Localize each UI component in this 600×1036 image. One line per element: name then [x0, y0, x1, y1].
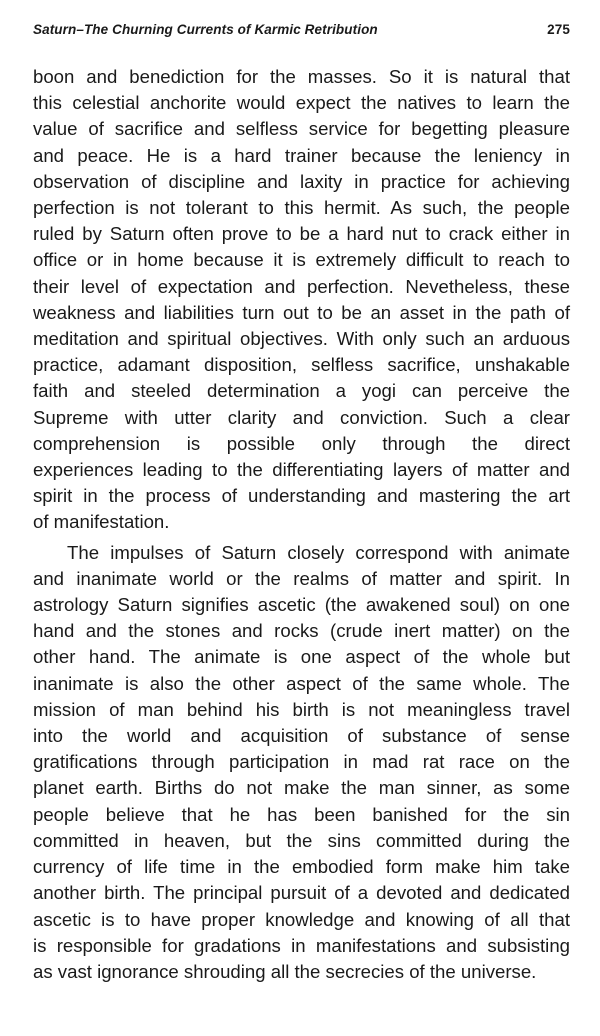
text-line: is responsible for gradations in manifestations and subsisting [33, 934, 570, 956]
text-line: Supreme with utter clarity and conviction. Such a clear [33, 406, 570, 428]
text-line: weakness and liabilities turn out to be an asset in the path of [33, 301, 570, 323]
text-line: and peace. He is a hard trainer because the leniency in [33, 144, 570, 166]
text-line: office or in home because it is extremely difficult to reach to [33, 249, 570, 271]
text-line: of manifestation. [33, 511, 170, 533]
text-line: spirit in the process of understanding and mastering the art [33, 485, 570, 507]
text-line: boon and benediction for the masses. So it is natural that [33, 66, 570, 87]
text-line: as vast ignorance shrouding all the secrecies of the universe. [33, 960, 537, 982]
text-line: planet earth. Births do not make the man sinner, as some [33, 777, 570, 799]
text-line: The impulses of Saturn closely correspond with animate [67, 541, 570, 563]
text-line: currency of life time in the embodied form make him take [33, 856, 570, 878]
text-line: other hand. The animate is one aspect of the whole but [33, 646, 570, 668]
text-line: this celestial anchorite would expect the natives to learn the [33, 92, 570, 114]
paragraph-1 [33, 64, 570, 536]
text-line: inanimate is also the other aspect of the same whole. The [33, 672, 570, 694]
running-header [33, 22, 570, 37]
text-line: comprehension is possible only through the direct [33, 432, 570, 454]
text-line: value of sacrifice and selfless service for begetting pleasure [33, 118, 570, 140]
text-line: and inanimate world or the realms of matter and spirit. In [33, 567, 570, 589]
page-number: 275 [547, 22, 570, 37]
text-line: perfection is not tolerant to this hermit. As such, the people [33, 197, 570, 219]
text-line: hand and the stones and rocks (crude inert matter) on the [33, 620, 570, 642]
body-text [33, 64, 570, 985]
text-line: people believe that he has been banished for the sin [33, 803, 570, 825]
text-line: mission of man behind his birth is not meaningless travel [33, 698, 570, 720]
text-line: committed in heaven, but the sins committed during the [33, 829, 570, 851]
text-line: ruled by Saturn often prove to be a hard nut to crack either in [33, 223, 570, 245]
text-line: another birth. The principal pursuit of a devoted and dedicated [33, 882, 570, 904]
text-line: ascetic is to have proper knowledge and knowing of all that [33, 908, 570, 930]
text-line: astrology Saturn signifies ascetic (the awakened soul) on one [33, 594, 570, 616]
text-line: into the world and acquisition of substance of sense [33, 725, 570, 747]
text-line: meditation and spiritual objectives. With only such an arduous [33, 328, 570, 350]
text-line: gratifications through participation in mad rat race on the [33, 751, 570, 773]
paragraph-2 [33, 540, 570, 985]
text-line: faith and steeled determination a yogi can perceive the [33, 380, 570, 402]
text-line: practice, adamant disposition, selfless sacrifice, unshakable [33, 354, 570, 376]
running-title: Saturn–The Churning Currents of Karmic Retribution [33, 22, 378, 37]
text-line: their level of expectation and perfection. Nevetheless, these [33, 275, 570, 297]
text-line: experiences leading to the differentiating layers of matter and [33, 459, 570, 481]
text-line: observation of discipline and laxity in practice for achieving [33, 170, 570, 192]
